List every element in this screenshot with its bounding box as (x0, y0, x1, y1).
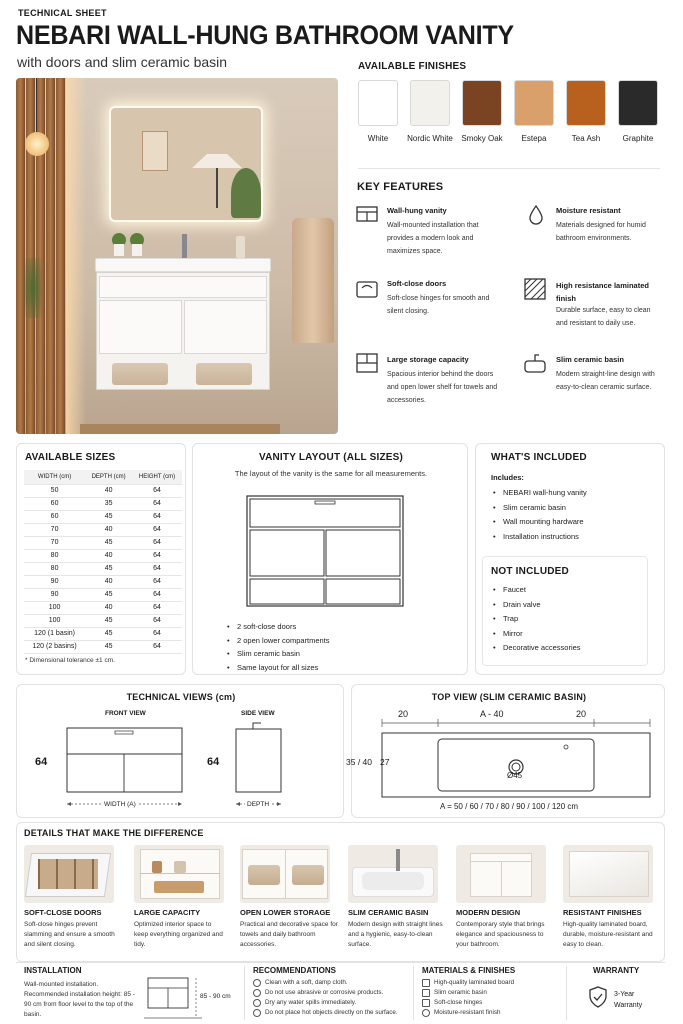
detail-desc-capacity: Optimized interior space to keep everything organized and tidy. (134, 921, 223, 948)
installation-height-diagram (144, 974, 202, 1020)
side-view-drawing (233, 721, 283, 809)
droplet-icon (253, 999, 261, 1007)
detail-title-basin: SLIM CERAMIC BASIN (348, 908, 429, 917)
sizes-cell: 60 (24, 497, 85, 510)
top-view-drawing (380, 711, 660, 801)
included-item: • NEBARI wall-hung vanity (491, 486, 587, 501)
feature-title-storage: Large storage capacity (387, 355, 469, 364)
layout-diagram (245, 494, 405, 609)
storage-icon (356, 352, 378, 374)
droplet-icon (525, 204, 547, 226)
detail-title-open-storage: OPEN LOWER STORAGE (240, 908, 331, 917)
material-item: Slim ceramic basin (422, 988, 562, 998)
sizes-row (24, 523, 182, 536)
key-features-title: KEY FEATURES (357, 181, 444, 193)
sizes-cell: 60 (24, 510, 85, 523)
top-depth-label: 35 / 40 (346, 757, 372, 767)
page-title: NEBARI WALL-HUNG BATHROOM VANITY (16, 20, 514, 50)
board-icon (422, 979, 430, 987)
divider (413, 966, 414, 1020)
detail-desc-basin: Modern design with straight lines and a hygienic, easy-to-clean surface. (348, 921, 443, 948)
product-photo (16, 78, 338, 434)
not-included-box (482, 556, 648, 666)
recommendation-item: Do not place hot objects directly on the surface. (253, 1008, 411, 1018)
depth-label: DEPTH (247, 801, 270, 808)
sizes-header-depth: DEPTH (cm) (85, 470, 132, 484)
installation-height: 85 - 90 cm (200, 993, 231, 1000)
detail-image-modern (456, 845, 546, 903)
swatch-smoky-oak[interactable] (462, 80, 502, 126)
recommendations-title: RECOMMENDATIONS (253, 966, 336, 975)
not-included-item: • Faucet (491, 583, 581, 598)
cloth-icon (253, 979, 261, 987)
sizes-cell: 45 (85, 588, 132, 601)
document-kicker: TECHNICAL SHEET (18, 8, 107, 18)
divider (566, 966, 567, 1020)
not-included-title: NOT INCLUDED (491, 566, 569, 577)
divider (358, 168, 660, 169)
soft-close-icon (356, 278, 378, 300)
sizes-cell: 45 (85, 510, 132, 523)
sizes-cell: 45 (85, 562, 132, 575)
detail-image-soft-close (24, 845, 114, 903)
detail-title-modern: MODERN DESIGN (456, 908, 521, 917)
width-label: WIDTH (A) (101, 801, 139, 808)
sizes-header-height: HEIGHT (cm) (132, 470, 182, 484)
sizes-row (24, 640, 182, 653)
detail-desc-finishes: High-quality laminated board, durable, moisture-resistant and easy to clean. (563, 921, 653, 948)
swatch-graphite[interactable] (618, 80, 658, 126)
materials-title: MATERIALS & FINISHES (422, 966, 516, 975)
layout-bullet: • Same layout for all sizes (225, 661, 330, 675)
feature-desc-storage: Spacious interior behind the doors and open lower shelf for towels and accessories. (387, 371, 498, 404)
sizes-cell: 64 (132, 549, 182, 562)
detail-desc-open-storage: Practical and decorative space for towels and daily bathroom accessories. (240, 921, 338, 948)
feature-title-moisture: Moisture resistant (556, 206, 621, 215)
layout-bullet: • 2 soft-close doors (225, 620, 330, 634)
sizes-cell: 45 (85, 627, 132, 640)
sizes-cell: 100 (24, 601, 85, 614)
not-included-item: • Decorative accessories (491, 641, 581, 656)
feature-desc-soft-close: Soft-close hinges for smooth and silent closing. (387, 295, 490, 315)
sizes-cell: 45 (85, 640, 132, 653)
front-view-drawing (65, 725, 185, 809)
sizes-row (24, 484, 182, 497)
material-item: Soft-close hinges (422, 998, 562, 1008)
sizes-cell: 64 (132, 588, 182, 601)
top-inner-depth-label: 27 (380, 757, 390, 767)
material-item: Moisture-resistant finish (422, 1008, 562, 1018)
layout-title: VANITY LAYOUT (ALL SIZES) (258, 452, 404, 463)
sizes-row (24, 510, 182, 523)
swatch-label-white: White (367, 134, 389, 143)
sizes-row (24, 562, 182, 575)
details-title: DETAILS THAT MAKE THE DIFFERENCE (24, 828, 204, 838)
detail-desc-modern: Contemporary style that brings elegance and spaciousness to your bathroom. (456, 921, 545, 948)
detail-image-basin (348, 845, 438, 903)
not-included-item: • Trap (491, 612, 581, 627)
side-height-label: 64 (207, 756, 220, 768)
included-card (475, 443, 665, 675)
wall-hung-icon (356, 204, 378, 226)
layout-bullet: • 2 open lower compartments (225, 634, 330, 648)
sizes-cell: 64 (132, 510, 182, 523)
not-included-item: • Drain valve (491, 598, 581, 613)
sizes-cell: 40 (85, 575, 132, 588)
top-right-margin: 20 (576, 709, 587, 719)
included-title: WHAT'S INCLUDED (491, 452, 587, 463)
sizes-header-width: WIDTH (cm) (24, 470, 85, 484)
divider (244, 966, 245, 1020)
swatch-label-nordic-white: Nordic White (407, 134, 453, 143)
front-view-label: FRONT VIEW (105, 710, 146, 717)
sizes-cell: 90 (24, 575, 85, 588)
top-left-margin: 20 (398, 709, 409, 719)
sizes-note: * Dimensional tolerance ±1 cm. (25, 657, 115, 664)
droplet-icon (422, 1009, 430, 1017)
detail-title-finishes: RESISTANT FINISHES (563, 908, 642, 917)
swatch-label-graphite: Graphite (622, 134, 654, 143)
included-item: • Wall mounting hardware (491, 515, 587, 530)
sizes-cell: 50 (24, 484, 85, 497)
sizes-cell: 35 (85, 497, 132, 510)
recommendation-item: Dry any water spills immediately. (253, 998, 411, 1008)
sizes-cell: 64 (132, 484, 182, 497)
top-basin-width: A - 40 (480, 709, 504, 719)
sizes-cell: 90 (24, 588, 85, 601)
swatch-tea-ash[interactable] (566, 80, 606, 126)
detail-image-finishes (563, 845, 653, 903)
detail-image-open-storage (240, 845, 330, 903)
feature-desc-moisture: Materials designed for humid bathroom environments. (556, 222, 646, 242)
sizes-cell: 64 (132, 640, 182, 653)
warranty-text: 3-Year Warranty (614, 991, 643, 1009)
installation-title: INSTALLATION (24, 966, 82, 975)
sizes-cell: 64 (132, 497, 182, 510)
included-list (491, 486, 587, 544)
sizes-card (16, 443, 186, 675)
swatch-estepa[interactable] (514, 80, 554, 126)
feature-desc-basin: Modern straight-line design with easy-to-clean ceramic surface. (556, 371, 655, 391)
feature-desc-laminate: Durable surface, easy to clean and resistant to daily use. (556, 307, 651, 327)
sizes-row (24, 549, 182, 562)
sizes-cell: 100 (24, 614, 85, 627)
swatch-white[interactable] (358, 80, 398, 126)
sizes-cell: 80 (24, 549, 85, 562)
sizes-row (24, 536, 182, 549)
included-item: • Installation instructions (491, 530, 587, 545)
sizes-cell: 120 (1 basin) (24, 627, 85, 640)
recommendation-item: Do not use abrasive or corrosive products. (253, 988, 411, 998)
recommendation-item: Clean with a soft, damp cloth. (253, 978, 411, 988)
recommendations-list (253, 978, 411, 1018)
sizes-row (24, 588, 182, 601)
not-included-item: • Mirror (491, 627, 581, 642)
detail-title-soft-close: SOFT-CLOSE DOORS (24, 908, 102, 917)
includes-label: Includes: (491, 473, 524, 482)
sizes-cell: 40 (85, 601, 132, 614)
top-view-card (346, 684, 665, 818)
feature-title-soft-close: Soft-close doors (387, 279, 447, 288)
sizes-cell: 64 (132, 562, 182, 575)
sizes-cell: 70 (24, 523, 85, 536)
not-included-list (491, 583, 581, 656)
sizes-cell: 64 (132, 575, 182, 588)
warranty-title: WARRANTY (593, 966, 640, 975)
technical-views-card (16, 684, 344, 818)
sizes-cell: 120 (2 basins) (24, 640, 85, 653)
sizes-cell: 64 (132, 536, 182, 549)
feature-title-basin: Slim ceramic basin (556, 355, 624, 364)
included-item: • Slim ceramic basin (491, 501, 587, 516)
sizes-row (24, 627, 182, 640)
laminate-icon (524, 278, 546, 300)
sizes-cell: 45 (85, 614, 132, 627)
top-view-title: TOP VIEW (SLIM CERAMIC BASIN) (431, 692, 587, 702)
detail-desc-soft-close: Soft-close hinges prevent slamming and ensure a smooth and silent closing. (24, 921, 115, 948)
sizes-cell: 40 (85, 484, 132, 497)
no-abrasive-icon (253, 989, 261, 997)
sizes-cell: 64 (132, 627, 182, 640)
installation-desc: Wall-mounted installation. Recommended installation height: 85 - 90 cm from floor level to the top of the basin. (24, 981, 135, 1018)
layout-subtitle: The layout of the vanity is the same for all measurements. (234, 469, 428, 478)
technical-title: TECHNICAL VIEWS (cm) (126, 692, 236, 702)
sizes-cell: 40 (85, 549, 132, 562)
drain-diameter-label: Ø45 (507, 771, 523, 780)
sizes-row (24, 601, 182, 614)
sizes-row (24, 497, 182, 510)
sizes-cell: 64 (132, 614, 182, 627)
layout-bullet: • Slim ceramic basin (225, 647, 330, 661)
sizes-title: AVAILABLE SIZES (25, 452, 116, 463)
feature-title-wall-hung: Wall-hung vanity (387, 206, 447, 215)
swatch-label-estepa: Estepa (521, 134, 547, 143)
front-height-label: 64 (35, 756, 48, 768)
sizes-cell: 45 (85, 536, 132, 549)
detail-title-capacity: LARGE CAPACITY (134, 908, 201, 917)
material-item: High-quality laminated board (422, 978, 562, 988)
sizes-cell: 64 (132, 601, 182, 614)
materials-list (422, 978, 562, 1018)
feature-title-laminate: High resistance laminated finish (556, 281, 649, 303)
feature-desc-wall-hung: Wall-mounted installation that provides a modern look and maximizes space. (387, 222, 479, 255)
shield-check-icon (588, 986, 608, 1008)
detail-image-capacity (134, 845, 224, 903)
page-subtitle: with doors and slim ceramic basin (17, 54, 228, 70)
available-widths: A = 50 / 60 / 70 / 80 / 90 / 100 / 120 cm (439, 802, 579, 811)
sizes-cell: 70 (24, 536, 85, 549)
sizes-cell: 80 (24, 562, 85, 575)
sizes-table (24, 470, 182, 654)
layout-bullets (225, 620, 330, 674)
basin-icon (524, 352, 546, 374)
sizes-row (24, 575, 182, 588)
swatch-label-smoky-oak: Smoky Oak (461, 134, 503, 143)
finishes-title: AVAILABLE FINISHES (358, 61, 467, 72)
divider (16, 962, 665, 963)
basin-icon (422, 989, 430, 997)
sizes-row (24, 614, 182, 627)
swatch-nordic-white[interactable] (410, 80, 450, 126)
side-view-label: SIDE VIEW (241, 710, 275, 717)
hinge-icon (422, 999, 430, 1007)
swatch-label-tea-ash: Tea Ash (571, 134, 601, 143)
sizes-cell: 40 (85, 523, 132, 536)
layout-card (192, 443, 468, 675)
no-hot-objects-icon (253, 1009, 261, 1017)
sizes-cell: 64 (132, 523, 182, 536)
